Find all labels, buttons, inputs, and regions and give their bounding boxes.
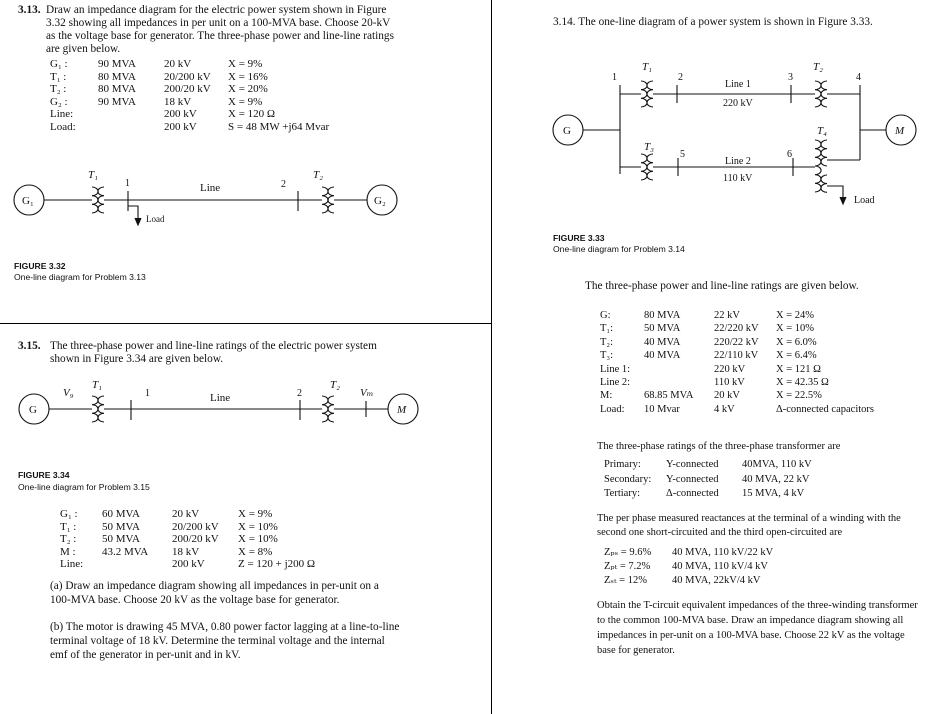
table-row bbox=[600, 389, 878, 402]
table-cell: 200/20 kV bbox=[164, 83, 211, 95]
transformer-intro: The three-phase ratings of the three-phase transformer are bbox=[597, 441, 841, 452]
transformer-t1-label: T₁ bbox=[642, 61, 652, 73]
load-label: Load bbox=[854, 195, 875, 206]
table-cell: Tertiary: bbox=[604, 488, 640, 499]
transformer-t3-symbol bbox=[641, 154, 653, 180]
table-cell: Zₚₜ = 7.2% bbox=[604, 561, 651, 572]
table-row bbox=[604, 560, 777, 574]
closing-line: Obtain the T-circuit equivalent impedances of the three-winding transformer bbox=[597, 600, 918, 611]
table-cell: 50 MVA bbox=[102, 520, 141, 533]
table-row bbox=[60, 558, 319, 571]
table-cell bbox=[644, 376, 714, 389]
table-cell: 40 MVA bbox=[644, 336, 681, 348]
table-row bbox=[60, 508, 319, 521]
table-cell: Secondary: bbox=[604, 473, 652, 485]
table-cell: 18 kV bbox=[164, 95, 192, 108]
problem-text-line: are given below. bbox=[46, 43, 121, 55]
table-cell: 200 kV bbox=[164, 120, 197, 133]
problem-text-line: Draw an impedance diagram for the electric power system shown in Figure bbox=[46, 4, 387, 16]
table-row bbox=[600, 336, 878, 349]
table-row bbox=[604, 458, 816, 473]
table-cell: Zₛₜ = 12% bbox=[604, 575, 647, 586]
generator-label: G bbox=[29, 404, 37, 416]
load-arrow bbox=[840, 197, 846, 204]
bus-4-label: 4 bbox=[856, 72, 861, 83]
table-row bbox=[600, 322, 878, 335]
transformer-t2-symbol bbox=[815, 81, 827, 107]
table-cell: 40 MVA, 110 kV/4 kV bbox=[672, 561, 768, 572]
table-cell: 4 kV bbox=[714, 403, 735, 415]
table-cell: 90 MVA bbox=[98, 58, 137, 70]
table-cell: Load: bbox=[50, 120, 76, 133]
table-cell: X = 24% bbox=[776, 310, 815, 321]
table-cell bbox=[98, 121, 164, 134]
bus-5-label: 5 bbox=[680, 149, 685, 160]
table-row bbox=[50, 71, 333, 84]
table-cell: 20/200 kV bbox=[172, 520, 219, 533]
transformer-t1-symbol bbox=[92, 187, 104, 213]
table-cell: 90 MVA bbox=[98, 95, 137, 108]
table-cell: G₁ : bbox=[50, 58, 68, 70]
transformer-t3-label: T₃ bbox=[644, 141, 654, 153]
vg-label: V₉ bbox=[63, 387, 74, 399]
reactance-intro-line: second one short-circuited and the third open-circuited are bbox=[597, 527, 843, 538]
table-cell: 60 MVA bbox=[102, 508, 141, 520]
table-cell: S = 48 MW +j64 Mvar bbox=[228, 120, 330, 133]
table-cell: 80 MVA bbox=[98, 83, 137, 95]
part-b-line: (b) The motor is drawing 45 MVA, 0.80 power factor lagging at a line-to-line bbox=[50, 621, 400, 633]
table-cell: Line: bbox=[60, 558, 84, 570]
table-row bbox=[60, 546, 319, 559]
generator-g1-label: G₁ bbox=[22, 195, 34, 207]
table-cell: Y-connected bbox=[666, 459, 719, 470]
problem-number: 3.15. bbox=[18, 340, 41, 352]
table-cell: X = 20% bbox=[228, 83, 268, 95]
part-a-line: 100-MVA base. Choose 20 kV as the voltage base for generator. bbox=[50, 594, 340, 606]
closing-line: impedances in per-unit on a 100-MVA base. Choose 22 kV as the voltage bbox=[597, 630, 905, 641]
table-cell: 40 MVA, 22kV/4 kV bbox=[672, 575, 761, 586]
problem-text-line: 3.32 showing all impedances in per unit on a 100-MVA base. Choose 20-kV bbox=[46, 17, 391, 29]
table-row bbox=[604, 473, 816, 488]
table-row bbox=[50, 96, 333, 109]
line-2-label: Line 2 bbox=[725, 156, 751, 167]
line-1-label: Line 1 bbox=[725, 79, 751, 90]
figure-caption: One-line diagram for Problem 3.14 bbox=[553, 244, 685, 254]
table-cell: Line 1: bbox=[600, 363, 631, 375]
figure-caption: One-line diagram for Problem 3.15 bbox=[18, 482, 150, 492]
load-arrow bbox=[135, 218, 141, 225]
table-cell: Z = 120 + j200 Ω bbox=[238, 558, 316, 570]
table-row bbox=[604, 574, 777, 588]
transformer-t2-label: T₂ bbox=[330, 379, 340, 391]
line-1-voltage: 220 kV bbox=[723, 98, 753, 109]
transformer-t2-symbol bbox=[322, 396, 334, 422]
part-b-line: emf of the generator in per-unit and in kV. bbox=[50, 649, 241, 661]
table-row bbox=[600, 376, 878, 389]
table-cell: X = 16% bbox=[228, 70, 268, 83]
table-row bbox=[50, 121, 333, 134]
table-cell: 40 MVA, 22 kV bbox=[742, 473, 810, 485]
table-cell: 43.2 MVA bbox=[102, 545, 149, 558]
table-cell: 40 MVA bbox=[644, 350, 681, 362]
figure-label: FIGURE 3.32 bbox=[14, 261, 66, 271]
one-line-diagram-3-34 bbox=[0, 374, 491, 444]
one-line-diagram-3-32 bbox=[0, 160, 491, 240]
bus-1-label: 1 bbox=[145, 388, 150, 399]
table-cell: 220/22 kV bbox=[714, 336, 759, 348]
table-row bbox=[600, 363, 878, 376]
transformer-t1-label: T₁ bbox=[88, 169, 98, 181]
table-cell: T₁ : bbox=[50, 70, 67, 83]
table-cell: G₂ : bbox=[50, 95, 68, 108]
table-cell: 80 MVA bbox=[98, 70, 137, 83]
part-b-line: terminal voltage of 18 kV. Determine the terminal voltage and the internal bbox=[50, 635, 385, 647]
figure-caption: One-line diagram for Problem 3.13 bbox=[14, 272, 146, 282]
table-cell: 80 MVA bbox=[644, 310, 681, 321]
table-cell: Primary: bbox=[604, 459, 641, 470]
transformer-t4-label: T₄ bbox=[817, 125, 827, 137]
table-cell: G₁ : bbox=[60, 508, 78, 520]
transformer-t2-label: T₂ bbox=[313, 169, 323, 181]
bus-1-label: 1 bbox=[125, 178, 130, 189]
line-label: Line bbox=[200, 182, 221, 194]
table-cell: 200 kV bbox=[164, 108, 197, 120]
table-cell: Line: bbox=[50, 108, 74, 120]
table-cell: X = 9% bbox=[238, 508, 273, 520]
bus-6-label: 6 bbox=[787, 149, 792, 160]
transformer-t1-label: T₁ bbox=[92, 379, 102, 391]
bus-2-label: 2 bbox=[297, 388, 302, 399]
table-cell: 68.85 MVA bbox=[644, 390, 694, 402]
line-2-voltage: 110 kV bbox=[723, 173, 753, 184]
table-row bbox=[600, 403, 878, 416]
table-cell: X = 9% bbox=[228, 95, 263, 108]
table-cell: 20/200 kV bbox=[164, 70, 211, 83]
table-cell: T₁: bbox=[600, 323, 613, 335]
part-a-line: (a) Draw an impedance diagram showing all impedances in per-unit on a bbox=[50, 580, 379, 592]
table-cell bbox=[102, 558, 172, 571]
table-cell: 200/20 kV bbox=[172, 533, 219, 545]
transformer-ratings-table bbox=[604, 458, 816, 502]
table-cell: 10 Mvar bbox=[644, 403, 680, 415]
table-cell: Load: bbox=[600, 403, 625, 415]
transformer-t1-symbol bbox=[641, 81, 653, 107]
generator-label: G bbox=[563, 125, 571, 137]
table-cell bbox=[644, 363, 714, 376]
table-cell: T₃: bbox=[600, 350, 613, 362]
reactance-intro-line: The per phase measured reactances at the terminal of a winding with the bbox=[597, 513, 901, 524]
table-cell: 20 kV bbox=[172, 508, 200, 520]
problem-number: 3.13. bbox=[18, 4, 41, 16]
table-cell: 22/110 kV bbox=[714, 350, 759, 362]
table-cell: M : bbox=[60, 545, 76, 558]
table-cell: X = 6.0% bbox=[776, 336, 817, 348]
table-cell: T₂: bbox=[600, 336, 613, 348]
figure-label: FIGURE 3.33 bbox=[553, 233, 605, 243]
ratings-intro: The three-phase power and line-line ratings are given below. bbox=[585, 280, 859, 292]
figure-label: FIGURE 3.34 bbox=[18, 470, 70, 480]
table-cell: X = 10% bbox=[238, 520, 278, 533]
table-cell: 20 kV bbox=[714, 390, 740, 402]
table-cell bbox=[98, 108, 164, 121]
table-cell: 18 kV bbox=[172, 545, 200, 558]
table-row bbox=[60, 521, 319, 534]
table-cell: X = 6.4% bbox=[776, 350, 817, 362]
one-line-diagram-3-33 bbox=[540, 50, 940, 215]
transformer-t2-label: T₂ bbox=[813, 61, 823, 73]
table-cell: Δ-connected bbox=[666, 488, 719, 499]
transformer-t1-symbol bbox=[92, 396, 104, 422]
transformer-t2-symbol bbox=[322, 187, 334, 213]
table-cell: 110 kV bbox=[714, 377, 745, 389]
ratings-table bbox=[600, 309, 878, 416]
table-row bbox=[600, 309, 878, 322]
bus-2-label: 2 bbox=[678, 72, 683, 83]
problem-text-line: shown in Figure 3.34 are given below. bbox=[50, 353, 224, 365]
table-cell: X = 42.35 Ω bbox=[776, 377, 829, 389]
table-cell: X = 22.5% bbox=[776, 390, 822, 402]
closing-line: base for generator. bbox=[597, 645, 675, 656]
table-cell: Δ-connected capacitors bbox=[776, 403, 874, 415]
table-row bbox=[604, 487, 816, 502]
closing-line: to the common 100-MVA base. Draw an impedance diagram showing all bbox=[597, 615, 904, 626]
table-row bbox=[50, 58, 333, 71]
horizontal-divider bbox=[0, 323, 491, 324]
problem-heading: 3.14. The one-line diagram of a power system is shown in Figure 3.33. bbox=[553, 16, 873, 28]
problem-text-line: The three-phase power and line-line ratings of the electric power system bbox=[50, 340, 377, 352]
load-label: Load bbox=[146, 214, 165, 224]
table-cell: Line 2: bbox=[600, 377, 631, 389]
table-cell: Y-connected bbox=[666, 473, 719, 485]
table-cell: X = 10% bbox=[776, 323, 815, 335]
table-cell: 20 kV bbox=[164, 58, 192, 70]
table-cell: X = 10% bbox=[238, 533, 278, 545]
table-row bbox=[60, 533, 319, 546]
ratings-table bbox=[60, 508, 319, 571]
table-row bbox=[604, 546, 777, 560]
table-cell: 50 MVA bbox=[102, 533, 141, 545]
table-row bbox=[50, 83, 333, 96]
vertical-divider bbox=[491, 0, 492, 714]
table-cell: 200 kV bbox=[172, 558, 205, 570]
bus-3-label: 3 bbox=[788, 72, 793, 83]
table-cell: 15 MVA, 4 kV bbox=[742, 488, 805, 499]
table-cell: 40 MVA, 110 kV/22 kV bbox=[672, 547, 774, 558]
table-cell: G: bbox=[600, 310, 611, 321]
table-cell: 50 MVA bbox=[644, 323, 681, 335]
table-cell: M: bbox=[600, 390, 613, 402]
generator-g2-label: G₂ bbox=[374, 195, 386, 207]
line-label: Line bbox=[210, 392, 231, 404]
reactance-table bbox=[604, 546, 777, 588]
table-row bbox=[50, 108, 333, 121]
table-cell: 220 kV bbox=[714, 363, 746, 375]
vm-label: Vₘ bbox=[360, 387, 374, 399]
table-cell: 40MVA, 110 kV bbox=[742, 459, 812, 470]
bus-2-label: 2 bbox=[281, 179, 286, 190]
motor-label: M bbox=[397, 404, 407, 416]
table-cell: X = 120 Ω bbox=[228, 108, 276, 120]
table-cell: T₁ : bbox=[60, 520, 77, 533]
ratings-table bbox=[50, 58, 333, 133]
table-cell: T₂ : bbox=[50, 83, 67, 95]
bus-1-label: 1 bbox=[612, 72, 617, 83]
table-cell: 22/220 kV bbox=[714, 323, 759, 335]
table-row bbox=[600, 349, 878, 362]
motor-label: M bbox=[895, 125, 905, 137]
table-cell: X = 121 Ω bbox=[776, 363, 821, 375]
problem-text-line: as the voltage base for generator. The three-phase power and line-line ratings bbox=[46, 30, 394, 42]
table-cell: 22 kV bbox=[714, 310, 740, 321]
table-cell: T₂ : bbox=[60, 533, 77, 545]
table-cell: Zₚₛ = 9.6% bbox=[604, 547, 652, 558]
transformer-t4-symbol bbox=[815, 140, 827, 192]
table-cell: X = 8% bbox=[238, 545, 273, 558]
table-cell: X = 9% bbox=[228, 58, 263, 70]
